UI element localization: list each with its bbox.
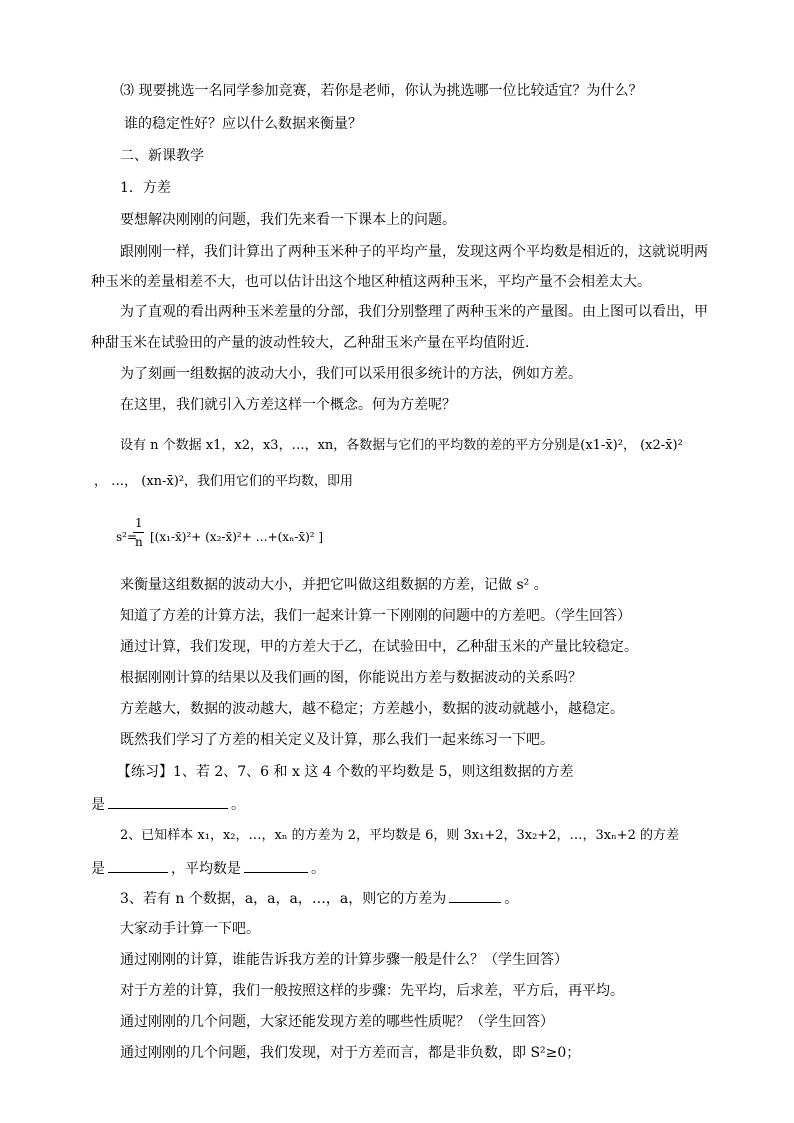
paragraph: 方差越大，数据的波动越大，越不稳定；方差越小，数据的波动就越小，越稳定。: [120, 701, 624, 717]
exercise-2: 2、已知样本 x₁，x₂，…，xₙ 的方差为 2，平均数是 6，则 3x₁+2，3x₂+2，…，3xₙ+2 的方差: [120, 828, 679, 843]
exercise-1: 【练习】1、若 2、7、6 和 x 这 4 个数的平均数是 5，则这组数据的方差: [117, 764, 574, 780]
answer-suffix: 。: [311, 861, 325, 877]
formula-rhs: [(x₁-x̄)²+ (x₂-x̄)²+ …+(xₙ-x̄)² ]: [150, 530, 324, 544]
answer-prefix: 是: [91, 797, 105, 813]
question-3: ⑶ 现要挑选一名同学参加竞赛，若你是老师，你认为挑选哪一位比较适宜？为什么？: [120, 83, 643, 99]
paragraph: 跟刚刚一样，我们计算出了两种玉米种子的平均产量，发现这两个平均数是相近的，这就说明两: [120, 244, 708, 260]
variance-blank[interactable]: [108, 858, 168, 873]
paragraph: 为了直观的看出两种玉米差量的分部，我们分别整理了两种玉米的产量图。由上图可以看出，甲: [120, 304, 708, 320]
paragraph: 根据刚刚计算的结果以及我们画的图，你能说出方差与数据波动的关系吗？: [120, 670, 582, 686]
paragraph: 通过刚刚的几个问题，大家还能发现方差的哪些性质呢？（学生回答）: [120, 1014, 554, 1030]
paragraph: 来衡量这组数据的波动大小，并把它叫做这组数据的方差，记做 s² 。: [120, 577, 548, 593]
exercise-2-answer: [91, 858, 325, 879]
section-heading: 二、新课教学: [120, 148, 204, 164]
formula-lhs: s²=: [116, 530, 138, 544]
formula-numerator: 1: [135, 516, 143, 530]
paragraph: 大家动手计算一下吧。: [120, 921, 260, 937]
paragraph: 既然我们学习了方差的相关定义及计算，那么我们一起来练习一下吧。: [120, 732, 554, 748]
answer-suffix: 。: [231, 797, 245, 813]
answer-suffix: 。: [504, 891, 519, 907]
formula-denominator: n: [135, 535, 143, 549]
subsection-heading: 1．方差: [120, 180, 171, 196]
paragraph: 在这里，我们就引入方差这样一个概念。何为方差呢？: [120, 397, 456, 413]
paragraph: 为了刻画一组数据的波动大小，我们可以采用很多统计的方法，例如方差。: [120, 366, 582, 382]
mean-label: ，平均数是: [171, 861, 241, 877]
stability-question: 谁的稳定性好？应以什么数据来衡量？: [124, 116, 362, 132]
exercise-1-answer: [91, 794, 245, 815]
exercise-3: [120, 888, 518, 909]
paragraph: 知道了方差的计算方法，我们一起来计算一下刚刚的问题中的方差吧。（学生回答）: [120, 608, 631, 624]
paragraph: 通过计算，我们发现，甲的方差大于乙，在试验田中，乙种甜玉米的产量比较稳定。: [120, 639, 638, 655]
paragraph: 通过刚刚的计算，谁能告诉我方差的计算步骤一般是什么？（学生回答）: [120, 952, 568, 968]
answer-prefix: 是: [91, 861, 105, 877]
exercise-3-blank[interactable]: [449, 888, 501, 903]
definition-line: 设有 n 个数据 x1，x2，x3，…，xn，各数据与它们的平均数的差的平方分别是(x1-x̄)²， (x2-x̄)²: [120, 438, 683, 453]
paragraph-cont: 种玉米的差量相差不大，也可以估计出这个地区种植这两种玉米，平均产量不会相差太大。: [91, 274, 651, 290]
paragraph: 要想解决刚刚的问题，我们先来看一下课本上的问题。: [120, 212, 456, 228]
exercise-3-text: 3、若有 n 个数据，a，a，a，…，a，则它的方差为: [120, 891, 447, 907]
fraction-bar: [133, 532, 144, 533]
mean-blank[interactable]: [244, 858, 308, 873]
paragraph-cont: 种甜玉米在试验田的产量的波动性较大，乙种甜玉米产量在平均值附近.: [91, 335, 530, 351]
answer-blank[interactable]: [108, 794, 228, 809]
paragraph: 通过刚刚的几个问题，我们发现，对于方差而言，都是非负数，即 S²≥0；: [120, 1045, 581, 1061]
paragraph: 对于方差的计算，我们一般按照这样的步骤：先平均，后求差，平方后，再平均。: [120, 983, 624, 999]
definition-line-cont: ， …， (xn-x̄)²，我们用它们的平均数，即用: [94, 474, 354, 489]
